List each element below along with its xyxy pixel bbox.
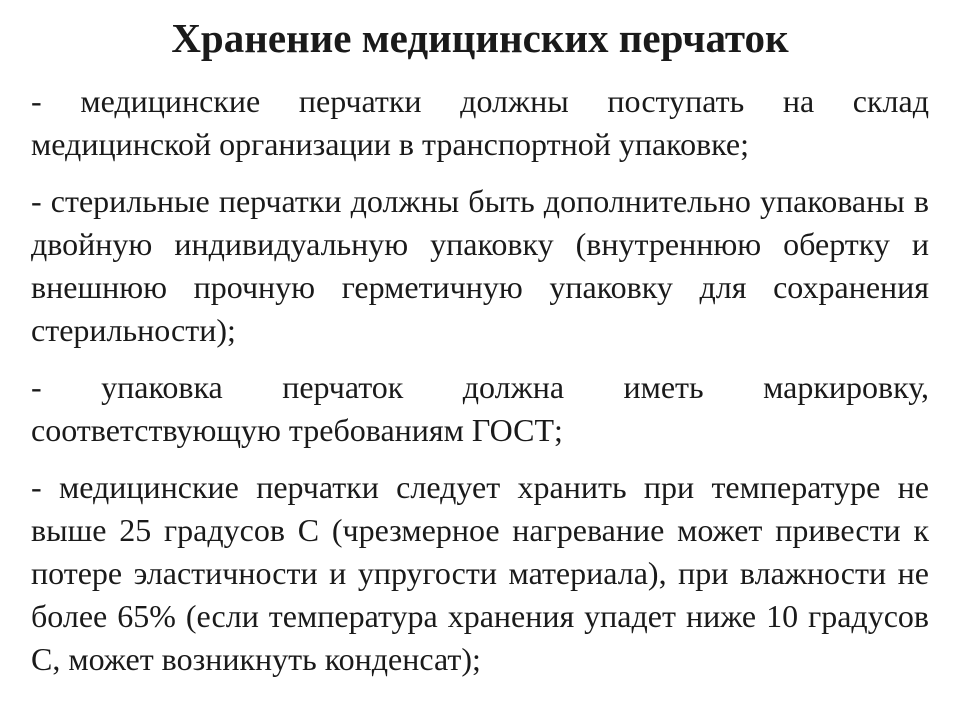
bullet-paragraph-marking: - упаковка перчаток должна иметь маркировку, соответствующую требованиям ГОСТ; bbox=[31, 369, 929, 448]
bullet-paragraph-delivery: - медицинские перчатки должны поступать на склад медицинской организации в транспортной упаковке; bbox=[31, 83, 929, 162]
slide-title: Хранение медицинских перчаток bbox=[171, 15, 789, 61]
bullet-paragraph-sterile-packaging: - стерильные перчатки должны быть дополнительно упакованы в двойную индивидуальную упаковку (внутреннюю обертку и внешнюю прочную герметичную упаковку для сохранения стерильности); bbox=[31, 183, 929, 348]
bullet-paragraph-storage-conditions: - медицинские перчатки следует хранить при температуре не выше 25 градусов С (чрезмерное нагревание может привести к потере эластичности и упругости материала), при влажности не более 65% (если температура хранения упадет ниже 10 градусов С, может возникнуть конденсат); bbox=[31, 469, 929, 677]
slide-body bbox=[31, 80, 929, 681]
